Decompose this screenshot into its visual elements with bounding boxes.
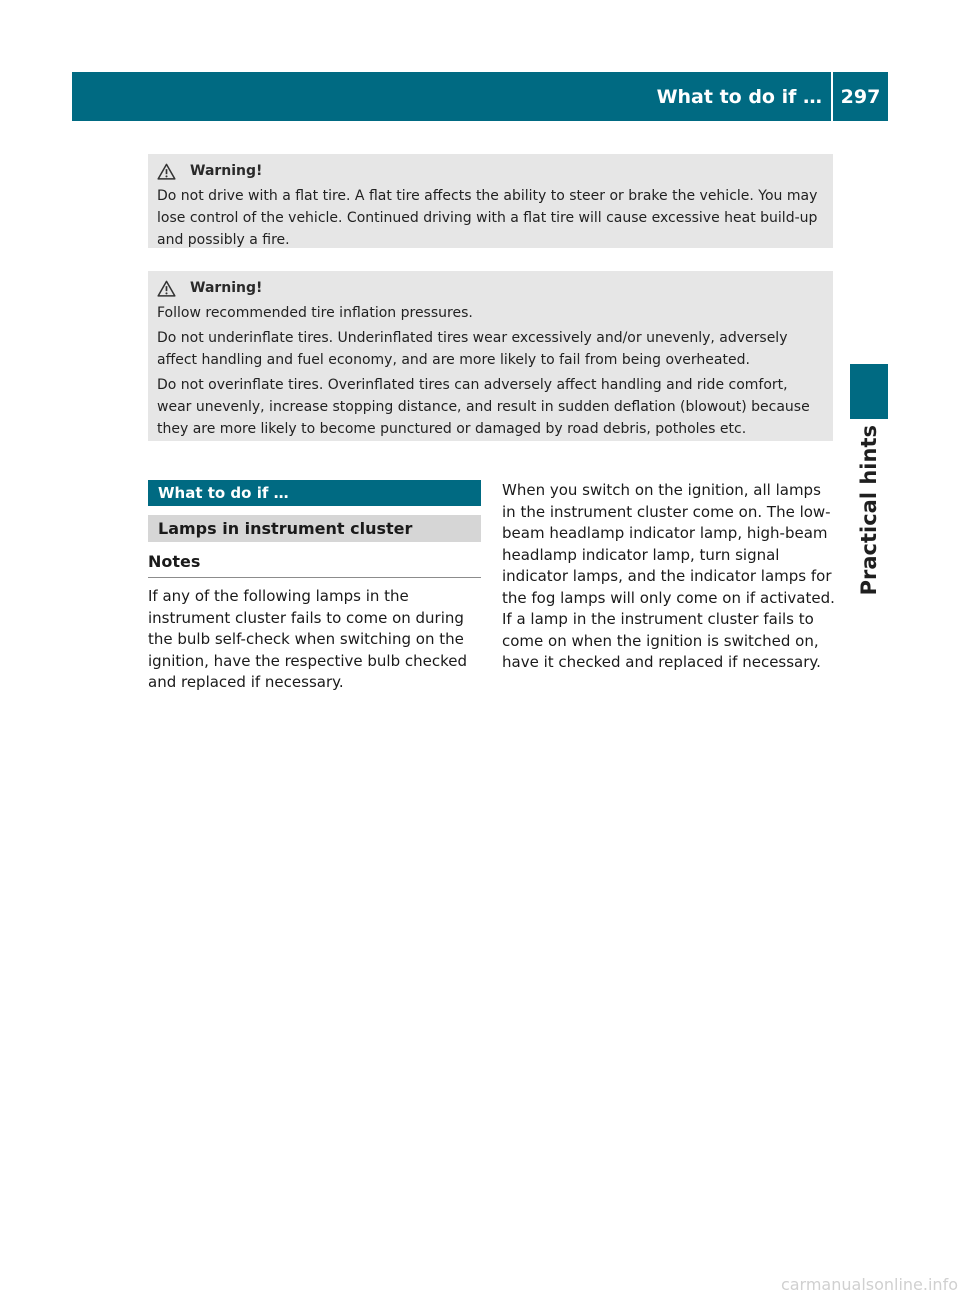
side-tab-label: Practical hints	[857, 425, 881, 596]
warning-triangle-icon	[157, 280, 176, 297]
notes-paragraph-left: If any of the following lamps in the instrument cluster fails to come on during the bulb self-check when switching on the ignition, have the respective bulb checked and replaced if necessary.	[148, 587, 468, 691]
notes-heading: Notes	[148, 552, 201, 571]
warning-triangle-icon	[157, 163, 176, 180]
warning-text: Do not drive with a flat tire. A flat tire affects the ability to steer or brake the vehicle. You may lose control of the vehicle. Continued driving with a flat tire will cause excessive heat build-up and possibly a fire.	[157, 188, 818, 248]
warning-header	[157, 277, 825, 299]
subsection-heading: Lamps in instrument cluster	[148, 515, 481, 542]
warning-text: Do not underinflate tires. Underinflated tires wear excessively and/or unevenly, adversely affect handling and fuel economy, and are more likely to fail from being overheated.	[157, 330, 788, 368]
warning-label: Warning!	[190, 163, 263, 179]
footer-watermark: carmanualsonline.info	[780, 1275, 958, 1294]
warning-box-tire-pressure	[148, 271, 833, 441]
section-heading: What to do if …	[148, 480, 481, 506]
running-header-title: What to do if …	[656, 85, 822, 108]
page-number: 297	[840, 85, 881, 108]
warning-header	[157, 160, 825, 182]
notes-paragraph-right: When you switch on the ignition, all lamps in the instrument cluster come on. The low-beam headlamp indicator lamp, high-beam headlamp indicator lamp, turn signal indicator lamps, and the indicator lamps for the fog lamps will only come on if activated. If a lamp in the instrument cluster fails to come on when the ignition is switched on, have it checked and replaced if necessary.	[502, 481, 835, 671]
warning-text: Do not overinflate tires. Overinflated tires can adversely affect handling and ride comfort, wear unevenly, increase stopping distance, and result in sudden deflation (blowout) because they are more likely to become punctured or damaged by road debris, potholes etc.	[157, 377, 810, 437]
notes-divider	[148, 577, 481, 578]
warning-text: Follow recommended tire inflation pressures.	[157, 305, 473, 321]
side-tab-marker	[850, 364, 888, 419]
warning-label: Warning!	[190, 280, 263, 296]
warning-box-flat-tire	[148, 154, 833, 248]
side-tab	[850, 425, 888, 705]
